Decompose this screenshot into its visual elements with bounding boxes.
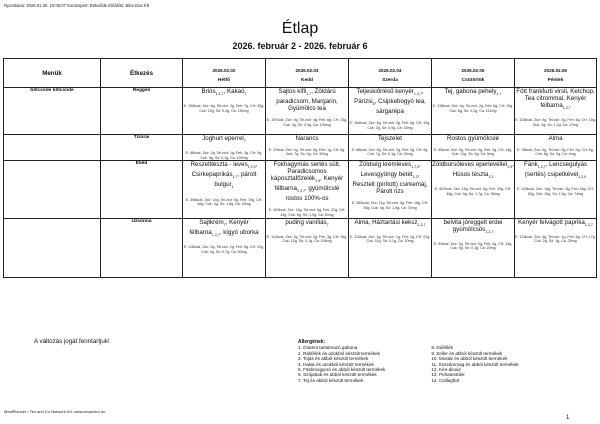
food-item	[432, 135, 514, 142]
group-cell	[4, 160, 101, 218]
nutrition-info: E: 365kcal, Zsír: 11g, Tel.zsír: 3g, Feh: 18g, CH: 45g, Cuk: 4g, Só: 1,5g, Ca: 70mg	[351, 201, 429, 210]
food-item	[349, 135, 431, 142]
allergen-item: 2. Rákfélék és azokból készült termékek	[298, 350, 380, 356]
food-item	[349, 88, 431, 115]
food-item	[183, 219, 265, 239]
allergen-codes: 1,7	[496, 92, 502, 97]
nutrition-info: E: 407kcal, Zsír: 15g, Tel.zsír: 5g, Feh: 20g, CH: 48g, Cuk: 5g, Só: 1,7g, Ca: 55mg	[434, 187, 512, 196]
day-header	[183, 59, 266, 88]
food-item	[266, 88, 348, 112]
food-name: Sajtkrém	[199, 218, 224, 226]
food-name: Zöldség krémleves	[359, 160, 412, 168]
allergen-codes: 1,3,7	[485, 230, 494, 235]
meal-row	[4, 160, 597, 218]
food-name: Alma	[548, 135, 563, 142]
date-range: 2026. február 2 - 2026. február 6	[232, 41, 368, 51]
food-name: , Lencsegulyás (sertés) csipetkével	[524, 160, 588, 179]
nutrition-info: E: 68kcal, Zsír: 2g, Tel.zsír: 1g, Feh: 3g, CH: 9g, Cuk: 9g, Só: 0,1g, Ca: 100mg	[185, 151, 263, 160]
allergen-codes: 1,3,9	[578, 175, 587, 180]
meal-row	[4, 135, 597, 161]
meal-name: Ebéd	[101, 160, 183, 218]
allergen-item: 8. Diófélék	[431, 345, 454, 351]
group-cell	[4, 135, 101, 161]
food-item	[349, 219, 431, 229]
day-date: 2026.02.02	[212, 67, 236, 73]
food-name: , Resztelt (pirított) csirkemáj, Párolt rizs	[352, 171, 428, 196]
nutrition-info: E: 403kcal, Zsír: 15g, Tel.zsír: 5g, Feh: 22g, CH: 44g, Cuk: 8g, Só: 1,9g, Ca: 60mg	[268, 208, 346, 217]
nutrition-info: E: 37kcal, Zsír: 0g, Tel.zsír: 0g, Feh: 1g, CH: 8g, Cuk: 7g, Só: 0g, Ca: 32mg	[268, 148, 346, 157]
nutrition-info: E: 101kcal, Zsír: 3g, Tel.zsír: 2g, Feh: 3g, CH: 16g, Cuk: 12g, Só: 0,1g, Ca: 106mg	[266, 235, 348, 244]
menu-cell	[349, 218, 432, 277]
allergen-item: 6. Szójabab és abból készült termékek	[298, 372, 377, 378]
allergen-codes: 1,3	[488, 175, 494, 180]
menu-cell	[432, 218, 515, 277]
allergen-codes: 7	[244, 92, 247, 97]
food-item	[432, 88, 514, 98]
footer-credit: MealPlanner / Tex and Co Network Kft. www.texandco.hu	[4, 409, 106, 414]
allergen-item: 10. Mustár és abból készült termékek	[431, 356, 508, 362]
allergen-item: 7. Tej és abból készült termékek	[298, 377, 364, 383]
allergen-list-left	[298, 345, 385, 383]
food-item	[266, 161, 348, 202]
allergen-item: 3. Tojás és abból készült termékek	[298, 356, 369, 362]
day-header	[432, 59, 515, 88]
column-header-menu: Menük	[4, 59, 101, 88]
allergen-title: Allergének:	[298, 339, 326, 345]
food-name: , párolt bulgur	[214, 171, 257, 189]
food-item	[183, 88, 265, 98]
food-name: Joghurt eperrel	[202, 135, 244, 142]
menu-cell	[266, 160, 349, 218]
allergen-codes: 7	[243, 139, 246, 144]
menu-cell	[266, 135, 349, 161]
day-date: 2026.02.03	[295, 67, 319, 73]
day-header	[515, 59, 597, 88]
nutrition-info: E: 198kcal, Zsír: 6g, Tel.zsír: 3g, Feh: 7g, CH: 32g, Cuk: 22g, Só: 0,4g, Ca: 150mg	[183, 104, 265, 113]
menu-cell	[349, 135, 432, 161]
nutrition-info: E: 118kcal, Zsír: 3g, Tel.zsír: 2g, Feh: 5g, CH: 22g, Cuk: 2g, Só: 0,7g, Ca: 60mg	[183, 245, 265, 254]
menu-cell	[183, 218, 266, 277]
menu-cell	[515, 88, 597, 135]
menu-cell	[515, 160, 597, 218]
food-name: Sajtos kifli	[278, 88, 307, 95]
menu-cell	[349, 160, 432, 218]
menu-cell	[266, 218, 349, 277]
allergen-list-right	[431, 345, 518, 383]
allergen-item: 12. Kén-dioxid	[431, 367, 461, 373]
meal-name: Reggeli	[101, 88, 183, 135]
food-name: Fött frankfurti virsli, Ketchup, Tea citrommal, Kenyér félbarna	[516, 88, 595, 109]
day-header	[349, 59, 432, 88]
menu-cell	[266, 88, 349, 135]
food-name: Tej, gabona pehely	[444, 88, 497, 95]
allergen-codes: 1,3,7	[562, 106, 571, 111]
day-date: 2026.02.04	[378, 67, 402, 73]
menu-table	[3, 58, 597, 278]
menu-cell	[515, 135, 597, 161]
allergen-codes: 1,3,7	[211, 233, 220, 238]
food-name: , Zöldárú paradicsom, Margarin, Gyümölcs tea	[276, 88, 338, 113]
food-item	[266, 219, 348, 229]
food-item	[515, 135, 596, 142]
menu-cell	[349, 88, 432, 135]
nutrition-info: E: 94kcal, Zsír: 3g, Tel.zsír: 0g, Feh: 2g, CH: 15g, Cuk: 5g, Só: 0,1g, Ca: 20mg	[433, 242, 513, 251]
food-name: Alma, Háztartási keksz	[354, 218, 418, 226]
nutrition-info: E: 38kcal, Zsír: 0g, Tel.zsír: 0g, Feh: 0g, CH: 9g, Cuk: 8g, Só: 0g, Ca: 4mg	[517, 148, 594, 157]
food-item	[515, 219, 596, 229]
food-item	[515, 161, 596, 181]
food-name: , Csipkebogyó tea, sárgarépa	[374, 98, 426, 116]
food-name: Fokhagymás sertés sült, Paradicsomos káposztafőzelék	[270, 160, 341, 182]
food-name: belvita jóreggelt erdei gyümölcsös	[443, 218, 503, 233]
allergen-codes: 1,7	[232, 175, 238, 180]
nutrition-info: E: 197kcal, Zsír: 9g, Tel.zsír: 4g, Feh: 6g, CH: 23g, Cuk: 3g, Só: 0,9g, Ca: 100mg	[266, 118, 348, 127]
menu-cell	[515, 218, 597, 277]
food-name: , Húsos tészta	[452, 160, 514, 179]
food-name: Rostos gyümölcslé	[447, 135, 499, 142]
food-name: Narancs	[295, 135, 319, 142]
menu-cell	[432, 88, 515, 135]
page-title: Étlap	[281, 20, 319, 37]
nutrition-info: E: 164kcal, Zsír: 6g, Tel.zsír: 2g, Feh: 6g, CH: 19g, Cuk: 2g, Só: 0,9g, Ca: 30mg	[349, 121, 431, 130]
food-name: Reszelttészta - leves	[190, 160, 248, 168]
food-name: Fánk	[523, 160, 538, 168]
allergen-codes: 1,3,7	[215, 92, 224, 97]
menu-cell	[183, 88, 266, 135]
day-date: 2026.02.05	[461, 67, 485, 73]
allergen-item: 1. Glutént tartalmazó gabona	[298, 345, 358, 351]
allergen-codes: 1,9	[315, 179, 321, 184]
group-cell	[4, 218, 101, 277]
food-item	[266, 135, 348, 142]
allergen-codes: 7	[223, 223, 226, 228]
food-name: Kenyér felvágott paprika	[518, 218, 585, 226]
food-name: , Párizsi	[354, 88, 424, 106]
nutrition-info: E: 135kcal, Zsír: 4g, Tel.zsír: 2g, Feh: 6g, CH: 19g, Cuk: 8g, Só: 0,2g, Ca: 211mg	[432, 104, 514, 113]
allergen-codes: 6	[372, 102, 375, 107]
food-name: Teljeskiőrlésű kenyér	[356, 88, 414, 95]
allergen-codes: 1,7,9	[411, 165, 420, 170]
food-name: , kígyó uborka	[219, 229, 259, 237]
nutrition-info: E: 398kcal, Zsír: 14g, Tel.zsír: 5g, Feh: 19g, CH: 46g, Cuk: 3g, Só: 1,8g, Ca: 45mg	[185, 197, 263, 206]
nutrition-info: E: 163kcal, Zsír: 9g, Tel.zsír: 3g, Feh: 6g, CH: 15g, Cuk: 3g, Só: 1,2g, Ca: 17mg	[515, 118, 596, 127]
food-item	[432, 219, 514, 236]
allergen-item: 9. Zeller és abból készült termékek	[431, 350, 503, 356]
column-header-meal: Étkezés	[101, 59, 183, 88]
nutrition-info: E: 113kcal, Zsír: 2g, Tel.zsír: 1g, Feh: 2g, CH: 22g, Cuk: 11g, Só: 0,1g, Ca: 10mg	[349, 235, 431, 244]
day-header	[266, 59, 349, 88]
allergen-codes: 1,9	[507, 165, 513, 170]
menu-cell	[432, 160, 515, 218]
print-header: Nyomtatva: 2026.01.30. 10:05:07 Korosoport: Bölcsőde Előállító: Bibo Duo Kft	[4, 3, 150, 8]
menu-cell	[183, 135, 266, 161]
day-name: Hétfő	[217, 77, 231, 83]
group-cell: bölcsőde bölcsőde	[4, 88, 101, 135]
food-item	[432, 161, 514, 181]
nutrition-info: E: 88kcal, Zsír: 5g, Tel.zsír: 3g, Feh: 2g, CH: 9g, Cuk: 7g, Só: 0,1g, Ca: 34mg	[351, 148, 429, 157]
food-name: , Kakaó	[223, 88, 245, 95]
nutrition-info: E: 124kcal, Zsír: 4g, Tel.zsír: 1g, Feh: 6g, CH: 17g, Cuk: 2g, Só: 1g, Ca: 25mg	[515, 235, 596, 244]
allergen-codes: 1,3,9	[247, 165, 256, 170]
allergen-codes: 1,3,7	[413, 92, 422, 97]
page-number: 1	[566, 415, 570, 421]
meal-name: Uzsonna	[101, 218, 183, 277]
day-name: Szerda	[382, 77, 398, 83]
allergen-item: 11. Szezámmag és abból készült termékek	[431, 361, 519, 367]
allergen-item: 4. Halak és azokból készült termékek	[298, 361, 374, 367]
food-name: , Levesgyöngy betét	[360, 160, 421, 179]
meal-name: Tízórai	[101, 135, 183, 161]
food-item	[183, 161, 265, 192]
food-name: , Kenyér félbarna	[274, 174, 344, 193]
food-name: , Kenyér félbarna	[189, 218, 249, 237]
nutrition-info: E: 45kcal, Zsír: 0g, Tel.zsír: 0g, Feh: 0g, CH: 11g, Cuk: 11g, Só: 0g, Ca: 5mg	[433, 148, 513, 157]
menu-cell	[183, 160, 266, 218]
allergen-item: 14. Csillagfürt	[431, 377, 460, 383]
allergen-item: 5. Földimogyoró és abból készült termékek	[298, 367, 386, 373]
food-item	[183, 135, 265, 145]
allergen-codes: 1,3,7	[537, 165, 546, 170]
meal-row	[4, 218, 597, 277]
food-name: , Csirkepaprikás	[191, 160, 258, 179]
nutrition-info: E: 420kcal, Zsír: 16g, Tel.zsír: 5g, Feh: 18g, CH: 52g, Cuk: 10g, Só: 1,6g, Ca: 74mg	[517, 187, 594, 196]
allergen-item: 13. Puhatestűek	[431, 372, 465, 378]
meal-row	[4, 88, 597, 135]
food-item	[515, 88, 596, 112]
allergen-codes: 1,3	[412, 175, 418, 180]
allergen-legend	[298, 340, 519, 383]
food-name: , gyümölcslé rostos 100%-os	[285, 185, 340, 203]
allergen-codes: 1,3,7	[417, 223, 426, 228]
food-name: puding vaníliás	[285, 218, 327, 226]
allergen-codes: 1	[231, 185, 234, 190]
allergen-codes: 1,3,7	[584, 223, 593, 228]
menu-cell	[432, 135, 515, 161]
allergen-codes: 7	[326, 223, 329, 228]
food-name: Briós	[201, 88, 216, 95]
table-header-row	[4, 59, 597, 88]
day-date: 2026.02.06	[544, 67, 567, 73]
food-name: Tejszelet	[377, 135, 403, 142]
day-name: Csütörtök	[461, 77, 485, 83]
change-notice: A változás jogát fenntartjuk!	[34, 338, 110, 345]
allergen-codes: 1,3,7	[296, 189, 305, 194]
day-name: Péntek	[547, 77, 564, 83]
food-name: Zöldborsóleves eperlevéllel	[432, 160, 508, 168]
allergen-codes: 1,7	[306, 92, 312, 97]
food-item	[349, 161, 431, 195]
day-name: Kedd	[301, 77, 313, 83]
